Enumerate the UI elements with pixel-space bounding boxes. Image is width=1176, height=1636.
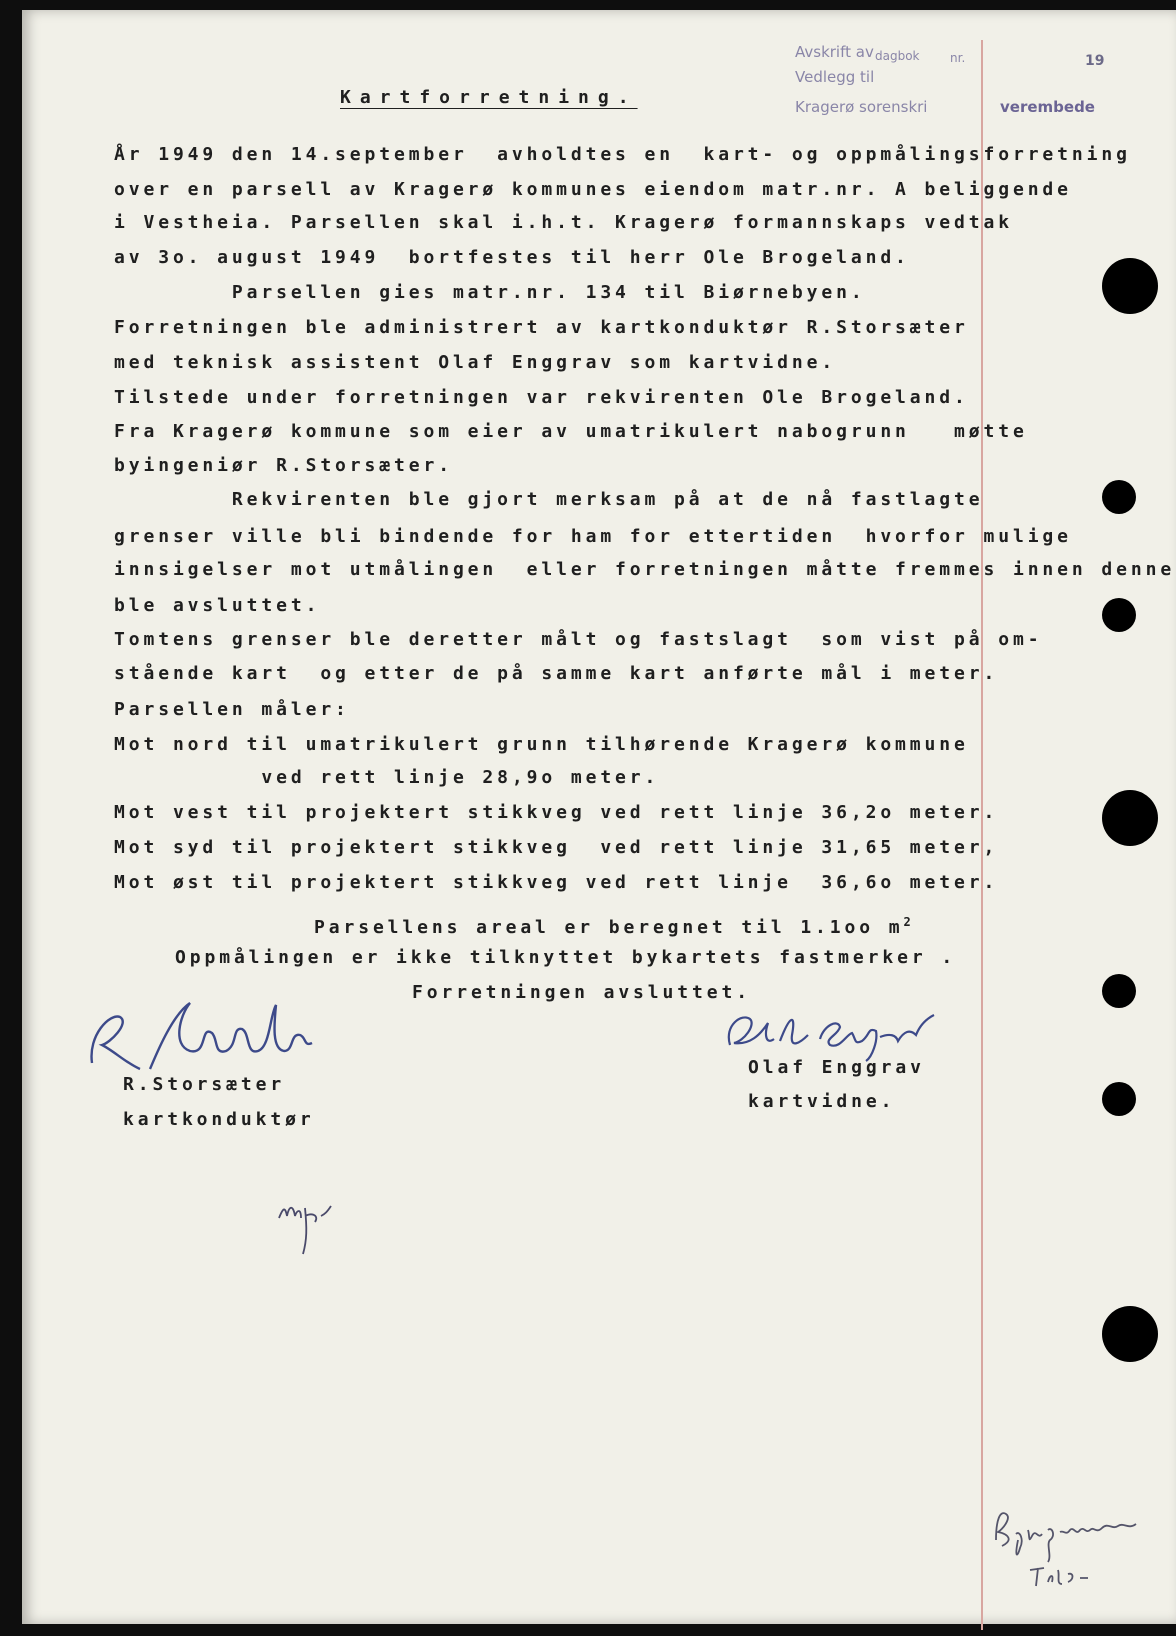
handwritten-note-corner [990, 1500, 1150, 1590]
signature-left-role: kartkonduktør [123, 1109, 315, 1130]
body-line: Rekvirenten ble gjort merksam på at de nå fastlagte [114, 489, 984, 510]
punch-hole [1102, 480, 1136, 514]
signature-left-name: R.Storsæter [123, 1074, 286, 1095]
body-line: År 1949 den 14.september avholdtes en kart- og oppmålingsforretning [114, 144, 1131, 165]
body-line: av 3o. august 1949 bortfestes til herr Ole Brogeland. [114, 247, 910, 268]
body-line: Fra Kragerø kommune som eier av umatrikulert nabogrunn møtte [114, 421, 1028, 442]
margin-rule [981, 40, 983, 1630]
area-line [314, 912, 911, 938]
area-superscript: 2 [903, 915, 911, 929]
document-title: Kartforretning. [340, 87, 638, 108]
stamp-dagbok: dagbok [875, 49, 920, 63]
body-line: over en parsell av Kragerø kommunes eiendom matr.nr. A beliggende [114, 179, 1072, 200]
body-line: Mot nord til umatrikulert grunn tilhørende Kragerø kommune [114, 734, 969, 755]
signature-right-role: kartvidne. [748, 1091, 896, 1112]
punch-hole [1102, 974, 1136, 1008]
body-line: Tilstede under forretningen var rekvirenten Ole Brogeland. [114, 387, 969, 408]
body-line: Mot vest til projektert stikkveg ved rett linje 36,2o meter. [114, 802, 999, 823]
body-line: Forretningen ble administrert av kartkonduktør R.Storsæter [114, 317, 969, 338]
body-line: Parsellen gies matr.nr. 134 til Biørnebyen. [114, 282, 866, 303]
punch-hole [1102, 1082, 1136, 1116]
body-line: i Vestheia. Parsellen skal i.h.t. Kragerø formannskaps vedtak [114, 212, 1013, 233]
punch-hole [1102, 258, 1158, 314]
body-line: grenser ville bli bindende for ham for ettertiden hvorfor mulige [114, 526, 1072, 547]
body-line: ble avsluttet. [114, 595, 321, 616]
body-line: byingeniør R.Storsæter. [114, 455, 453, 476]
stamp-line-1: Avskrift av [795, 43, 874, 61]
stamp-page-number: 19 [1085, 53, 1105, 69]
body-line: med teknisk assistent Olaf Enggrav som kartvidne. [114, 352, 837, 373]
fixpoint-line: Oppmålingen er ikke tilknyttet bykartets fastmerker . [175, 947, 957, 968]
body-line: innsigelser mot utmålingen eller forretningen måtte fremmes innen denne [114, 559, 1176, 580]
stamp-line-2: Vedlegg til [795, 68, 875, 86]
area-text: Parsellens areal er beregnet til 1.1oo m [314, 917, 904, 938]
stamp-line-3-end: verembede [1000, 98, 1095, 116]
handwritten-note-middle [275, 1188, 335, 1258]
punch-hole [1102, 1306, 1158, 1362]
stamp-line-3: Kragerø sorenskri [795, 98, 928, 116]
punch-hole [1102, 598, 1136, 632]
punch-hole [1102, 790, 1158, 846]
body-line: stående kart og etter de på samme kart anførte mål i meter. [114, 663, 999, 684]
body-line: Mot øst til projektert stikkveg ved rett linje 36,6o meter. [114, 872, 999, 893]
stamp-nr: nr. [950, 51, 966, 65]
body-line: ved rett linje 28,9o meter. [114, 767, 660, 788]
signature-right-name: Olaf Enggrav [748, 1057, 925, 1078]
signature-right-handwriting [720, 1005, 940, 1065]
body-line: Tomtens grenser ble deretter målt og fastslagt som vist på om- [114, 629, 1043, 650]
body-line: Mot syd til projektert stikkveg ved rett linje 31,65 meter, [114, 837, 999, 858]
body-line: Parsellen måler: [114, 699, 350, 720]
closing-line: Forretningen avsluttet. [412, 982, 751, 1003]
